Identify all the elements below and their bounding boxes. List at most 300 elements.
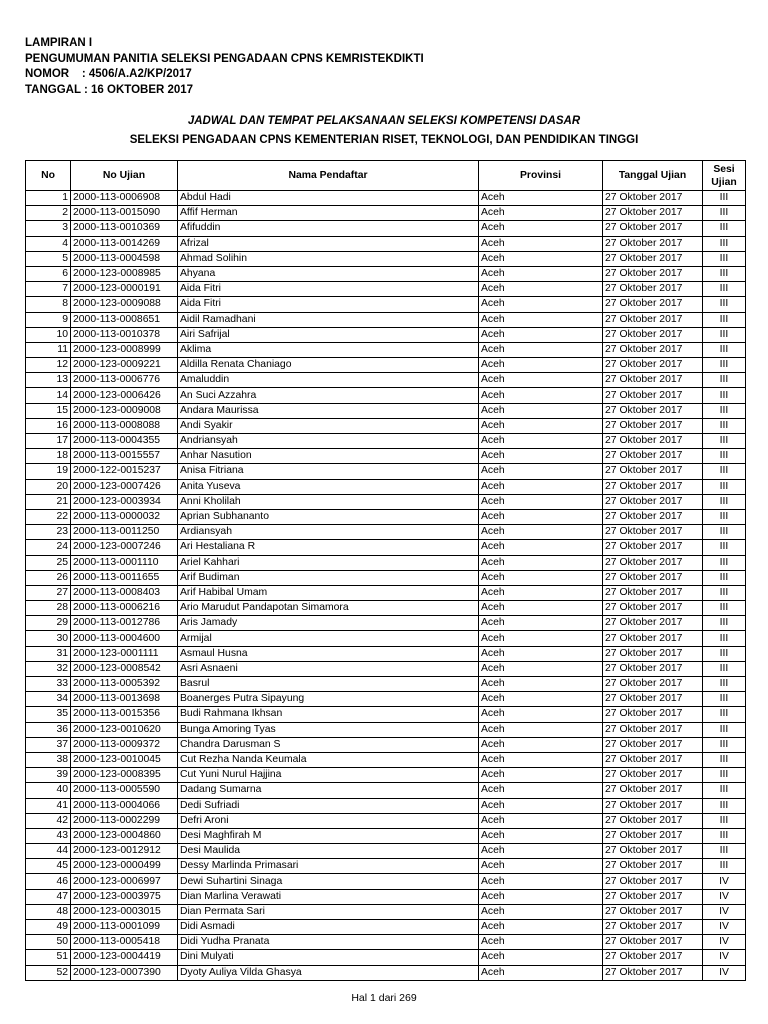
cell-provinsi: Aceh xyxy=(479,312,603,327)
cell-no: 4 xyxy=(26,236,71,251)
table-row xyxy=(26,570,746,585)
cell-no: 39 xyxy=(26,768,71,783)
table-row xyxy=(26,737,746,752)
cell-sesi: III xyxy=(703,768,746,783)
cell-nama: Aklima xyxy=(178,342,479,357)
cell-sesi: IV xyxy=(703,950,746,965)
cell-no: 20 xyxy=(26,479,71,494)
cell-provinsi: Aceh xyxy=(479,813,603,828)
cell-provinsi: Aceh xyxy=(479,783,603,798)
cell-no: 22 xyxy=(26,509,71,524)
cell-sesi: III xyxy=(703,707,746,722)
cell-nama: Aida Fitri xyxy=(178,297,479,312)
cell-sesi: III xyxy=(703,191,746,206)
cell-nama: Arif Habibal Umam xyxy=(178,585,479,600)
cell-no-ujian: 2000-123-0009088 xyxy=(71,297,178,312)
cell-tanggal: 27 Oktober 2017 xyxy=(603,722,703,737)
cell-no: 40 xyxy=(26,783,71,798)
cell-no-ujian: 2000-123-0007246 xyxy=(71,540,178,555)
cell-sesi: III xyxy=(703,555,746,570)
cell-provinsi: Aceh xyxy=(479,509,603,524)
page-number: Hal 1 dari 269 xyxy=(351,992,417,1004)
table-row xyxy=(26,768,746,783)
cell-no: 43 xyxy=(26,828,71,843)
cell-sesi: III xyxy=(703,525,746,540)
cell-no: 32 xyxy=(26,661,71,676)
cell-no-ujian: 2000-113-0010369 xyxy=(71,221,178,236)
cell-no: 27 xyxy=(26,585,71,600)
column-header-sesi: Sesi Ujian xyxy=(703,161,746,191)
cell-no: 16 xyxy=(26,418,71,433)
cell-tanggal: 27 Oktober 2017 xyxy=(603,950,703,965)
cell-no: 11 xyxy=(26,342,71,357)
cell-sesi: III xyxy=(703,737,746,752)
cell-tanggal: 27 Oktober 2017 xyxy=(603,388,703,403)
cell-tanggal: 27 Oktober 2017 xyxy=(603,206,703,221)
cell-no-ujian: 2000-123-0009008 xyxy=(71,403,178,418)
cell-no-ujian: 2000-123-0000499 xyxy=(71,859,178,874)
table-row xyxy=(26,540,746,555)
cell-provinsi: Aceh xyxy=(479,540,603,555)
cell-nama: Aida Fitri xyxy=(178,282,479,297)
cell-nama: Ariel Kahhari xyxy=(178,555,479,570)
cell-nama: Didi Asmadi xyxy=(178,920,479,935)
cell-provinsi: Aceh xyxy=(479,266,603,281)
cell-no: 6 xyxy=(26,266,71,281)
cell-no: 51 xyxy=(26,950,71,965)
cell-nama: Dadang Sumarna xyxy=(178,783,479,798)
table-row xyxy=(26,464,746,479)
cell-no-ujian: 2000-123-0010045 xyxy=(71,752,178,767)
cell-no: 41 xyxy=(26,798,71,813)
cell-provinsi: Aceh xyxy=(479,327,603,342)
cell-tanggal: 27 Oktober 2017 xyxy=(603,327,703,342)
table-row xyxy=(26,509,746,524)
cell-provinsi: Aceh xyxy=(479,661,603,676)
cell-nama: Andriansyah xyxy=(178,434,479,449)
cell-nama: Ahmad Solihin xyxy=(178,251,479,266)
table-row xyxy=(26,783,746,798)
cell-no: 52 xyxy=(26,965,71,980)
cell-no-ujian: 2000-113-0011655 xyxy=(71,570,178,585)
table-row xyxy=(26,950,746,965)
cell-provinsi: Aceh xyxy=(479,616,603,631)
cell-tanggal: 27 Oktober 2017 xyxy=(603,585,703,600)
table-row xyxy=(26,677,746,692)
cell-tanggal: 27 Oktober 2017 xyxy=(603,434,703,449)
cell-no: 26 xyxy=(26,570,71,585)
table-header-row xyxy=(26,161,746,191)
cell-tanggal: 27 Oktober 2017 xyxy=(603,737,703,752)
cell-no-ujian: 2000-123-0004419 xyxy=(71,950,178,965)
cell-nama: Aldilla Renata Chaniago xyxy=(178,358,479,373)
cell-sesi: III xyxy=(703,616,746,631)
cell-provinsi: Aceh xyxy=(479,555,603,570)
cell-no-ujian: 2000-123-0006997 xyxy=(71,874,178,889)
cell-nama: Afrizal xyxy=(178,236,479,251)
table-row xyxy=(26,813,746,828)
cell-nama: Cut Yuni Nurul Hajjina xyxy=(178,768,479,783)
table-row xyxy=(26,828,746,843)
cell-sesi: IV xyxy=(703,935,746,950)
cell-no-ujian: 2000-113-0015356 xyxy=(71,707,178,722)
cell-provinsi: Aceh xyxy=(479,494,603,509)
cell-no-ujian: 2000-113-0011250 xyxy=(71,525,178,540)
cell-no: 1 xyxy=(26,191,71,206)
cell-no: 10 xyxy=(26,327,71,342)
table-row xyxy=(26,494,746,509)
cell-provinsi: Aceh xyxy=(479,889,603,904)
cell-provinsi: Aceh xyxy=(479,479,603,494)
cell-tanggal: 27 Oktober 2017 xyxy=(603,844,703,859)
table-row xyxy=(26,889,746,904)
cell-nama: Anita Yuseva xyxy=(178,479,479,494)
cell-no: 9 xyxy=(26,312,71,327)
title-seleksi: SELEKSI PENGADAAN CPNS KEMENTERIAN RISET, TEKNOLOGI, DAN PENDIDIKAN TINGGI xyxy=(129,134,639,146)
cell-sesi: IV xyxy=(703,889,746,904)
table-row xyxy=(26,935,746,950)
cell-sesi: III xyxy=(703,859,746,874)
cell-provinsi: Aceh xyxy=(479,768,603,783)
table-row xyxy=(26,327,746,342)
cell-sesi: III xyxy=(703,798,746,813)
cell-tanggal: 27 Oktober 2017 xyxy=(603,525,703,540)
cell-tanggal: 27 Oktober 2017 xyxy=(603,282,703,297)
cell-sesi: III xyxy=(703,206,746,221)
cell-sesi: III xyxy=(703,312,746,327)
cell-no: 23 xyxy=(26,525,71,540)
cell-no: 31 xyxy=(26,646,71,661)
cell-no: 46 xyxy=(26,874,71,889)
cell-nama: Affif Herman xyxy=(178,206,479,221)
cell-provinsi: Aceh xyxy=(479,342,603,357)
cell-tanggal: 27 Oktober 2017 xyxy=(603,828,703,843)
cell-no: 34 xyxy=(26,692,71,707)
table-row xyxy=(26,692,746,707)
table-row xyxy=(26,388,746,403)
title-jadwal: JADWAL DAN TEMPAT PELAKSANAAN SELEKSI KOMPETENSI DASAR xyxy=(187,115,581,127)
cell-no-ujian: 2000-123-0003934 xyxy=(71,494,178,509)
cell-tanggal: 27 Oktober 2017 xyxy=(603,358,703,373)
cell-no-ujian: 2000-113-0008088 xyxy=(71,418,178,433)
cell-tanggal: 27 Oktober 2017 xyxy=(603,692,703,707)
table-row xyxy=(26,752,746,767)
cell-no-ujian: 2000-113-0004355 xyxy=(71,434,178,449)
cell-nama: Asri Asnaeni xyxy=(178,661,479,676)
cell-provinsi: Aceh xyxy=(479,206,603,221)
cell-tanggal: 27 Oktober 2017 xyxy=(603,494,703,509)
table-row xyxy=(26,525,746,540)
cell-sesi: III xyxy=(703,585,746,600)
cell-sesi: III xyxy=(703,844,746,859)
cell-no: 49 xyxy=(26,920,71,935)
cell-tanggal: 27 Oktober 2017 xyxy=(603,783,703,798)
cell-no: 15 xyxy=(26,403,71,418)
column-header-nama: Nama Pendaftar xyxy=(178,161,479,191)
cell-sesi: III xyxy=(703,692,746,707)
cell-no: 21 xyxy=(26,494,71,509)
table-row xyxy=(26,601,746,616)
table-row xyxy=(26,479,746,494)
cell-sesi: III xyxy=(703,494,746,509)
table-row xyxy=(26,631,746,646)
cell-tanggal: 27 Oktober 2017 xyxy=(603,904,703,919)
cell-provinsi: Aceh xyxy=(479,722,603,737)
table-row xyxy=(26,661,746,676)
column-header-tanggal: Tanggal Ujian xyxy=(603,161,703,191)
cell-tanggal: 27 Oktober 2017 xyxy=(603,251,703,266)
cell-no-ujian: 2000-113-0006776 xyxy=(71,373,178,388)
cell-sesi: III xyxy=(703,464,746,479)
cell-provinsi: Aceh xyxy=(479,752,603,767)
cell-no: 17 xyxy=(26,434,71,449)
cell-tanggal: 27 Oktober 2017 xyxy=(603,555,703,570)
cell-sesi: III xyxy=(703,266,746,281)
cell-provinsi: Aceh xyxy=(479,844,603,859)
cell-provinsi: Aceh xyxy=(479,965,603,980)
cell-sesi: III xyxy=(703,449,746,464)
cell-no: 37 xyxy=(26,737,71,752)
cell-tanggal: 27 Oktober 2017 xyxy=(603,935,703,950)
cell-sesi: III xyxy=(703,570,746,585)
cell-provinsi: Aceh xyxy=(479,874,603,889)
cell-sesi: III xyxy=(703,358,746,373)
cell-tanggal: 27 Oktober 2017 xyxy=(603,342,703,357)
cell-nama: Ahyana xyxy=(178,266,479,281)
cell-no-ujian: 2000-113-0009372 xyxy=(71,737,178,752)
cell-no-ujian: 2000-123-0001111 xyxy=(71,646,178,661)
cell-nama: Cut Rezha Nanda Keumala xyxy=(178,752,479,767)
table-row xyxy=(26,266,746,281)
cell-sesi: III xyxy=(703,418,746,433)
cell-nama: Dedi Sufriadi xyxy=(178,798,479,813)
cell-no: 13 xyxy=(26,373,71,388)
cell-provinsi: Aceh xyxy=(479,828,603,843)
cell-tanggal: 27 Oktober 2017 xyxy=(603,965,703,980)
table-row xyxy=(26,859,746,874)
cell-no: 42 xyxy=(26,813,71,828)
cell-tanggal: 27 Oktober 2017 xyxy=(603,191,703,206)
cell-no-ujian: 2000-113-0012786 xyxy=(71,616,178,631)
cell-nama: Andara Maurissa xyxy=(178,403,479,418)
cell-no-ujian: 2000-123-0007426 xyxy=(71,479,178,494)
cell-no: 29 xyxy=(26,616,71,631)
cell-sesi: III xyxy=(703,677,746,692)
cell-sesi: III xyxy=(703,479,746,494)
cell-nama: Ario Marudut Pandapotan Simamora xyxy=(178,601,479,616)
cell-nama: Amaluddin xyxy=(178,373,479,388)
cell-no: 50 xyxy=(26,935,71,950)
cell-sesi: IV xyxy=(703,874,746,889)
cell-nama: Basrul xyxy=(178,677,479,692)
cell-sesi: III xyxy=(703,434,746,449)
cell-sesi: III xyxy=(703,373,746,388)
cell-tanggal: 27 Oktober 2017 xyxy=(603,540,703,555)
cell-sesi: III xyxy=(703,783,746,798)
cell-no: 2 xyxy=(26,206,71,221)
cell-provinsi: Aceh xyxy=(479,677,603,692)
cell-no-ujian: 2000-113-0015557 xyxy=(71,449,178,464)
header-tanggal: TANGGAL : 16 OKTOBER 2017 xyxy=(25,83,194,96)
cell-sesi: III xyxy=(703,282,746,297)
cell-sesi: III xyxy=(703,646,746,661)
cell-no-ujian: 2000-123-0008999 xyxy=(71,342,178,357)
cell-no-ujian: 2000-113-0013698 xyxy=(71,692,178,707)
table-row xyxy=(26,191,746,206)
document-header xyxy=(25,36,424,98)
cell-no: 28 xyxy=(26,601,71,616)
cell-tanggal: 27 Oktober 2017 xyxy=(603,266,703,281)
cell-no-ujian: 2000-123-0007390 xyxy=(71,965,178,980)
cell-tanggal: 27 Oktober 2017 xyxy=(603,570,703,585)
cell-tanggal: 27 Oktober 2017 xyxy=(603,768,703,783)
cell-tanggal: 27 Oktober 2017 xyxy=(603,889,703,904)
column-header-no: No xyxy=(26,161,71,191)
cell-no-ujian: 2000-113-0002299 xyxy=(71,813,178,828)
table-row xyxy=(26,418,746,433)
cell-no-ujian: 2000-123-0006426 xyxy=(71,388,178,403)
cell-no-ujian: 2000-113-0005590 xyxy=(71,783,178,798)
cell-no-ujian: 2000-113-0008403 xyxy=(71,585,178,600)
cell-no-ujian: 2000-123-0000191 xyxy=(71,282,178,297)
cell-tanggal: 27 Oktober 2017 xyxy=(603,509,703,524)
cell-nama: Arif Budiman xyxy=(178,570,479,585)
cell-nama: Dian Permata Sari xyxy=(178,904,479,919)
cell-tanggal: 27 Oktober 2017 xyxy=(603,874,703,889)
cell-sesi: III xyxy=(703,601,746,616)
cell-tanggal: 27 Oktober 2017 xyxy=(603,631,703,646)
cell-no-ujian: 2000-113-0004066 xyxy=(71,798,178,813)
cell-sesi: III xyxy=(703,722,746,737)
cell-tanggal: 27 Oktober 2017 xyxy=(603,373,703,388)
cell-sesi: III xyxy=(703,509,746,524)
cell-no-ujian: 2000-113-0015090 xyxy=(71,206,178,221)
cell-nama: Desi Maulida xyxy=(178,844,479,859)
cell-sesi: III xyxy=(703,631,746,646)
cell-no: 25 xyxy=(26,555,71,570)
cell-no: 45 xyxy=(26,859,71,874)
cell-nama: Afifuddin xyxy=(178,221,479,236)
table-row xyxy=(26,206,746,221)
table-row xyxy=(26,221,746,236)
cell-nama: Aris Jamady xyxy=(178,616,479,631)
cell-no-ujian: 2000-123-0003015 xyxy=(71,904,178,919)
cell-tanggal: 27 Oktober 2017 xyxy=(603,221,703,236)
cell-nama: Anisa Fitriana xyxy=(178,464,479,479)
cell-nama: Dyoty Auliya Vilda Ghasya xyxy=(178,965,479,980)
cell-nama: Armijal xyxy=(178,631,479,646)
cell-provinsi: Aceh xyxy=(479,464,603,479)
cell-no: 18 xyxy=(26,449,71,464)
cell-sesi: III xyxy=(703,813,746,828)
cell-sesi: III xyxy=(703,342,746,357)
cell-nama: Defri Aroni xyxy=(178,813,479,828)
cell-sesi: III xyxy=(703,661,746,676)
cell-nama: An Suci Azzahra xyxy=(178,388,479,403)
table-row xyxy=(26,449,746,464)
cell-provinsi: Aceh xyxy=(479,707,603,722)
table-row xyxy=(26,798,746,813)
cell-provinsi: Aceh xyxy=(479,358,603,373)
cell-no-ujian: 2000-113-0001110 xyxy=(71,555,178,570)
cell-no-ujian: 2000-113-0006908 xyxy=(71,191,178,206)
cell-no: 30 xyxy=(26,631,71,646)
cell-provinsi: Aceh xyxy=(479,570,603,585)
cell-provinsi: Aceh xyxy=(479,191,603,206)
table-row xyxy=(26,874,746,889)
table-row xyxy=(26,555,746,570)
cell-sesi: IV xyxy=(703,965,746,980)
cell-tanggal: 27 Oktober 2017 xyxy=(603,646,703,661)
cell-nama: Abdul Hadi xyxy=(178,191,479,206)
cell-nama: Bunga Amoring Tyas xyxy=(178,722,479,737)
cell-provinsi: Aceh xyxy=(479,282,603,297)
cell-nama: Dewi Suhartini Sinaga xyxy=(178,874,479,889)
cell-no: 33 xyxy=(26,677,71,692)
cell-no-ujian: 2000-113-0005392 xyxy=(71,677,178,692)
table-row xyxy=(26,844,746,859)
cell-provinsi: Aceh xyxy=(479,631,603,646)
cell-no: 19 xyxy=(26,464,71,479)
cell-sesi: III xyxy=(703,297,746,312)
cell-provinsi: Aceh xyxy=(479,904,603,919)
cell-nama: Dian Marlina Verawati xyxy=(178,889,479,904)
cell-no: 12 xyxy=(26,358,71,373)
cell-provinsi: Aceh xyxy=(479,388,603,403)
cell-no-ujian: 2000-123-0008395 xyxy=(71,768,178,783)
cell-sesi: III xyxy=(703,403,746,418)
cell-no-ujian: 2000-113-0014269 xyxy=(71,236,178,251)
cell-nama: Aprian Subhananto xyxy=(178,509,479,524)
cell-tanggal: 27 Oktober 2017 xyxy=(603,707,703,722)
cell-provinsi: Aceh xyxy=(479,236,603,251)
cell-provinsi: Aceh xyxy=(479,859,603,874)
cell-nama: Andi Syakir xyxy=(178,418,479,433)
cell-no: 8 xyxy=(26,297,71,312)
cell-tanggal: 27 Oktober 2017 xyxy=(603,859,703,874)
header-pengumuman: PENGUMUMAN PANITIA SELEKSI PENGADAAN CPNS KEMRISTEKDIKTI xyxy=(25,52,424,65)
table-row xyxy=(26,707,746,722)
cell-no: 14 xyxy=(26,388,71,403)
cell-nama: Desi Maghfirah M xyxy=(178,828,479,843)
cell-tanggal: 27 Oktober 2017 xyxy=(603,449,703,464)
cell-provinsi: Aceh xyxy=(479,525,603,540)
table-row xyxy=(26,585,746,600)
table-row xyxy=(26,373,746,388)
cell-nama: Aidil Ramadhani xyxy=(178,312,479,327)
table-row xyxy=(26,646,746,661)
cell-no-ujian: 2000-123-0004860 xyxy=(71,828,178,843)
cell-no: 36 xyxy=(26,722,71,737)
cell-provinsi: Aceh xyxy=(479,221,603,236)
cell-provinsi: Aceh xyxy=(479,935,603,950)
cell-nama: Ari Hestaliana R xyxy=(178,540,479,555)
cell-tanggal: 27 Oktober 2017 xyxy=(603,616,703,631)
cell-nama: Ardiansyah xyxy=(178,525,479,540)
cell-no-ujian: 2000-113-0005418 xyxy=(71,935,178,950)
cell-tanggal: 27 Oktober 2017 xyxy=(603,677,703,692)
table-row xyxy=(26,920,746,935)
cell-nama: Anni Kholilah xyxy=(178,494,479,509)
cell-no-ujian: 2000-123-0009221 xyxy=(71,358,178,373)
document-title xyxy=(0,112,768,150)
cell-nama: Dessy Marlinda Primasari xyxy=(178,859,479,874)
cell-tanggal: 27 Oktober 2017 xyxy=(603,479,703,494)
cell-provinsi: Aceh xyxy=(479,449,603,464)
cell-no: 44 xyxy=(26,844,71,859)
cell-provinsi: Aceh xyxy=(479,601,603,616)
table-row xyxy=(26,722,746,737)
